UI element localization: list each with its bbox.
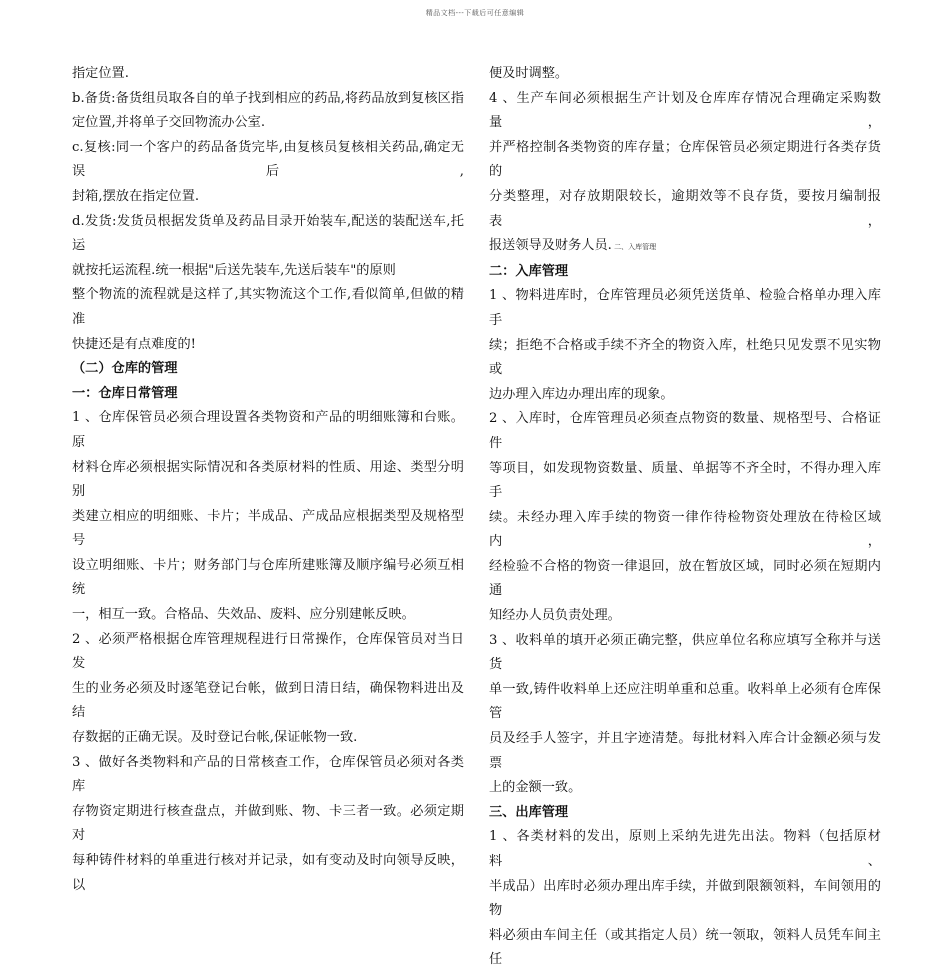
line-text: 设立明细账、卡片；财务部门与仓库所建账簿及顺序编号必须互相统	[72, 557, 464, 598]
line-text: 续。未经办理入库手续的物资一律作待检物资处理放在待检区域内，	[489, 509, 881, 550]
line-text: 二：入库管理	[489, 263, 569, 279]
text-line	[489, 334, 881, 383]
line-text: 单一致,铸件收料单上还应注明单重和总重。收料单上必须有仓库保管	[489, 681, 881, 722]
text-line	[72, 726, 464, 751]
text-line	[489, 457, 881, 506]
text-line	[489, 383, 881, 408]
section-heading	[489, 260, 881, 285]
line-text: 2 、入库时，仓库管理员必须查点物资的数量、规格型号、合格证件	[489, 411, 881, 451]
text-line	[489, 825, 881, 874]
right-column	[489, 62, 881, 973]
text-line	[72, 849, 464, 898]
line-text: 封箱,摆放在指定位置.	[72, 188, 200, 204]
line-text: 1 、仓库保管员必须合理设置各类物资和产品的明细账簿和台账。原	[72, 410, 464, 450]
line-text: 等项目，如发现物资数量、质量、单据等不齐全时，不得办理入库手	[489, 460, 881, 501]
text-line	[489, 678, 881, 727]
line-text: 材料仓库必须根据实际情况和各类原材料的性质、用途、类型分明别	[72, 459, 464, 500]
line-text: 快捷还是有点难度的!	[72, 336, 196, 352]
line-text: （二）仓库的管理	[72, 361, 178, 377]
text-line	[72, 185, 464, 210]
text-line	[72, 333, 464, 358]
line-text: 定位置,并将单子交回物流办公室.	[72, 115, 266, 131]
text-line	[72, 628, 464, 677]
line-text: 4 、生产车间必须根据生产计划及仓库库存情况合理确定采购数量，	[489, 90, 881, 131]
text-line	[72, 136, 464, 185]
line-text: 边办理入库边办理出库的现象。	[489, 386, 674, 402]
text-line	[72, 259, 464, 284]
text-line	[72, 505, 464, 554]
left-column	[72, 62, 464, 898]
text-line	[72, 751, 464, 800]
line-text: 上的金额一致。	[489, 780, 582, 796]
inline-small-note: 二、入库管理	[611, 243, 657, 252]
text-line	[72, 210, 464, 259]
text-line	[489, 185, 881, 234]
text-line	[489, 924, 881, 973]
section-heading	[72, 357, 464, 382]
text-line	[489, 234, 881, 260]
text-line	[72, 87, 464, 112]
text-line	[72, 603, 464, 628]
line-text: c.复核:同一个客户的药品备货完毕,由复核员复核相关药品,确定无误后,	[72, 139, 464, 180]
text-line	[489, 87, 881, 136]
text-line	[489, 875, 881, 924]
text-line	[72, 456, 464, 505]
text-line	[72, 800, 464, 849]
line-text: 一：仓库日常管理	[72, 385, 178, 401]
line-text: 1 、物料进库时，仓库管理员必须凭送货单、检验合格单办理入库手	[489, 288, 881, 328]
section-heading	[72, 382, 464, 407]
line-text: 三、出库管理	[489, 804, 569, 820]
line-text: 3 、做好各类物料和产品的日常核查工作，仓库保管员必须对各类库	[72, 754, 464, 795]
line-text: 员及经手人签字，并且字迹清楚。每批材料入库合计金额必须与发票	[489, 731, 881, 771]
page-header: 精品文档---下载后可任意编辑	[425, 9, 525, 17]
text-line	[489, 284, 881, 333]
text-line	[72, 406, 464, 455]
line-text: 知经办人员负责处理。	[489, 608, 621, 624]
section-heading	[489, 801, 881, 826]
line-text: 报送领导及财务人员.	[489, 238, 612, 254]
line-text: 分类整理，对存放期限较长，逾期效等不良存货，要按月编制报表，	[489, 188, 881, 229]
text-line	[72, 283, 464, 332]
line-text: 续；拒绝不合格或手续不齐全的物资入库，杜绝只见发票不见实物或	[489, 337, 881, 378]
line-text: 就按托运流程.统一根据"后送先装车,先送后装车"的原则	[72, 262, 396, 278]
line-text: 并严格控制各类物资的库存量；仓库保管员必须定期进行各类存货的	[489, 139, 881, 180]
line-text: 一，相互一致。合格品、失效品、废料、应分别建帐反映。	[72, 607, 415, 623]
line-text: 类建立相应的明细账、卡片；半成品、产成品应根据类型及规格型号	[72, 508, 464, 549]
line-text: 存数据的正确无误。及时登记台帐,保证帐物一致.	[72, 730, 358, 746]
text-line	[489, 604, 881, 629]
line-text: 经检验不合格的物资一律退回，放在暂放区域，同时必须在短期内通	[489, 558, 881, 599]
text-line	[489, 727, 881, 776]
text-line	[72, 111, 464, 136]
text-line	[489, 776, 881, 801]
text-line	[489, 62, 881, 87]
text-line	[489, 407, 881, 456]
text-line	[72, 677, 464, 726]
line-text: 生的业务必须及时逐笔登记台帐，做到日清日结，确保物料进出及结	[72, 680, 464, 721]
line-text: 料必须由车间主任（或其指定人员）统一领取，领料人员凭车间主任	[489, 927, 881, 968]
line-text: d.发货:发货员根据发货单及药品目录开始装车,配送的装配送车,托运	[72, 213, 464, 254]
text-line	[489, 629, 881, 678]
line-text: b.备货:备货组员取各自的单子找到相应的药品,将药品放到复核区指	[72, 90, 464, 106]
line-text: 指定位置.	[72, 66, 129, 81]
text-line	[489, 506, 881, 555]
line-text: 便及时调整。	[489, 66, 569, 81]
line-text: 存物资定期进行核查盘点，并做到账、物、卡三者一致。必须定期对	[72, 803, 464, 844]
line-text: 3 、收料单的填开必须正确完整，供应单位名称应填写全称并与送货	[489, 632, 881, 673]
line-text: 2 、必须严格根据仓库管理规程进行日常操作，仓库保管员对当日发	[72, 631, 464, 672]
line-text: 整个物流的流程就是这样了,其实物流这个工作,看似简单,但做的精准	[72, 287, 464, 327]
line-text: 半成品）出库时必须办理出库手续，并做到限额领料，车间领用的物	[489, 878, 881, 919]
line-text: 每种铸件材料的单重进行核对并记录，如有变动及时向领导反映，以	[72, 853, 464, 893]
text-line	[489, 136, 881, 185]
text-line	[72, 554, 464, 603]
text-line	[489, 555, 881, 604]
text-line	[72, 62, 464, 87]
line-text: 1 、各类材料的发出，原则上采纳先进先出法。物料（包括原材料、	[489, 829, 881, 869]
